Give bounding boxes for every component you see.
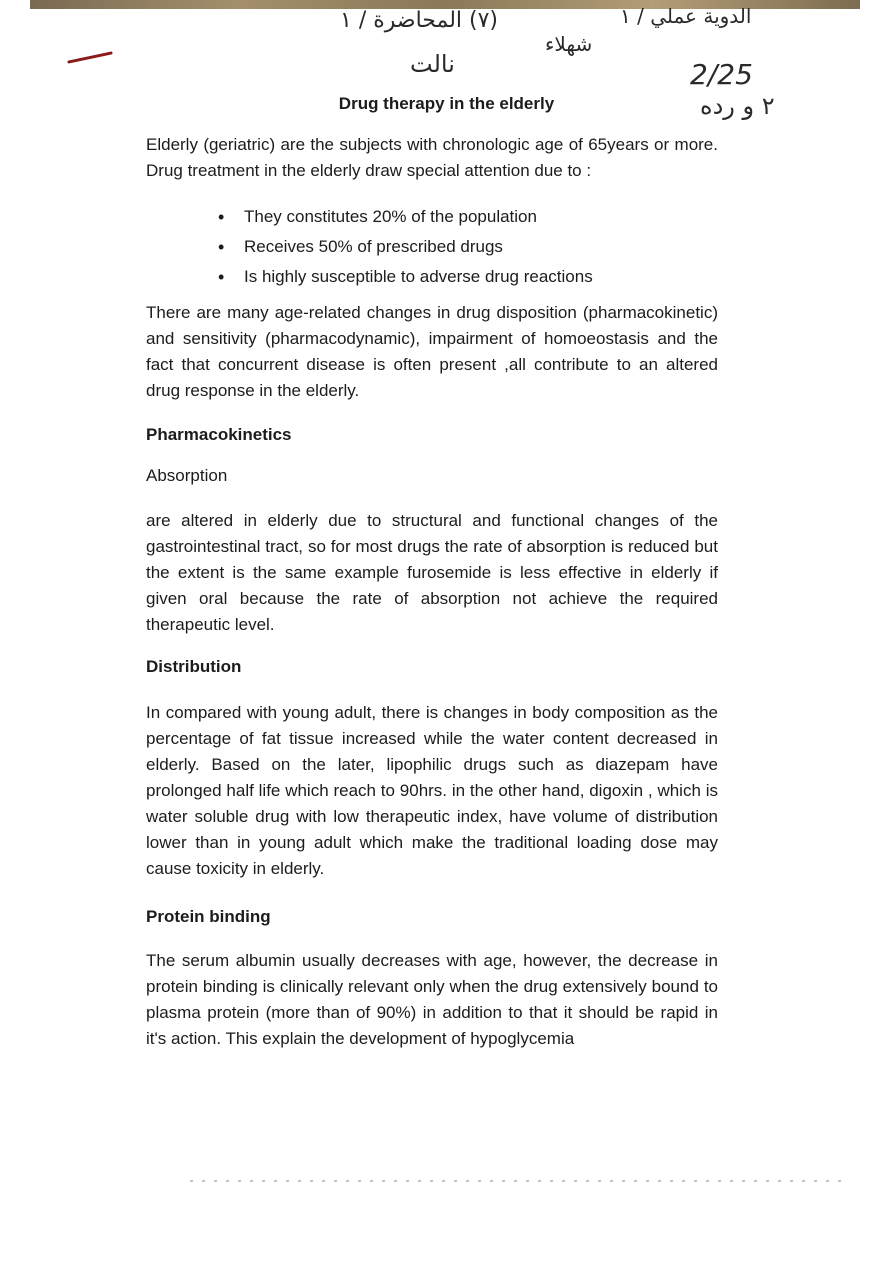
protein-binding-paragraph: The serum albumin usually decreases with age, however, the decrease in protein binding is clinically relevant only when the drug extensively bound to plasma protein (more than of 90%) in addition to that it should be rapid in it's action. This explain the development of hypoglycemia (146, 951, 718, 1048)
distribution-paragraph: In compared with young adult, there is changes in body composition as the percentage of fat tissue increased while the water content decreased in elderly. Based on the later, lipophilic drugs such as diazepam have prolonged half life which reach to 90hrs. in the other hand, digoxin , which is water soluble drug with low therapeutic index, have volume of distribution lower than in young adult which make the traditional loading dose may cause toxicity in elderly. (146, 703, 718, 878)
absorption-paragraph: are altered in elderly due to structural and functional changes of the gastrointestinal tract, so for most drugs the rate of absorption is reduced but the extent is the same example furosemide is less effective in elderly if given oral because the rate of absorption not achieve the required therapeutic level. (146, 511, 718, 634)
heading-pharmacokinetics: Pharmacokinetics (146, 425, 292, 444)
red-pen-mark (67, 51, 113, 63)
handwriting-top-right: الدوية عملي / ١ (620, 4, 752, 28)
scan-noise-dots (190, 1180, 850, 1182)
heading-distribution: Distribution (146, 657, 242, 676)
handwriting-top-left: (٧) المحاضرة / ١ (340, 8, 499, 33)
list-item: • Receives 50% of prescribed drugs (218, 232, 593, 262)
list-item: • Is highly susceptible to adverse drug reactions (218, 262, 593, 292)
handwriting-name-right: شهلاء (545, 32, 593, 56)
intro-paragraph: Elderly (geriatric) are the subjects with chronologic age of 65years or more. Drug treatment in the elderly draw special attention due to : (146, 135, 718, 180)
document-title: Drug therapy in the elderly (338, 94, 555, 113)
handwriting-note: ٢ و رده (700, 92, 775, 120)
heading-absorption: Absorption (146, 466, 228, 485)
bullet-list (218, 202, 593, 292)
handwriting-name-left: نالت (410, 50, 455, 78)
heading-protein-binding: Protein binding (146, 907, 271, 926)
list-item: • They constitutes 20% of the population (218, 202, 593, 232)
handwriting-date: 2/25 (690, 58, 753, 91)
changes-paragraph: There are many age-related changes in drug disposition (pharmacokinetic) and sensitivity (pharmacodynamic), impairment of homoeostasis and the fact that concurrent disease is often present ,all contribute to an altered drug response in the elderly. (146, 303, 718, 400)
